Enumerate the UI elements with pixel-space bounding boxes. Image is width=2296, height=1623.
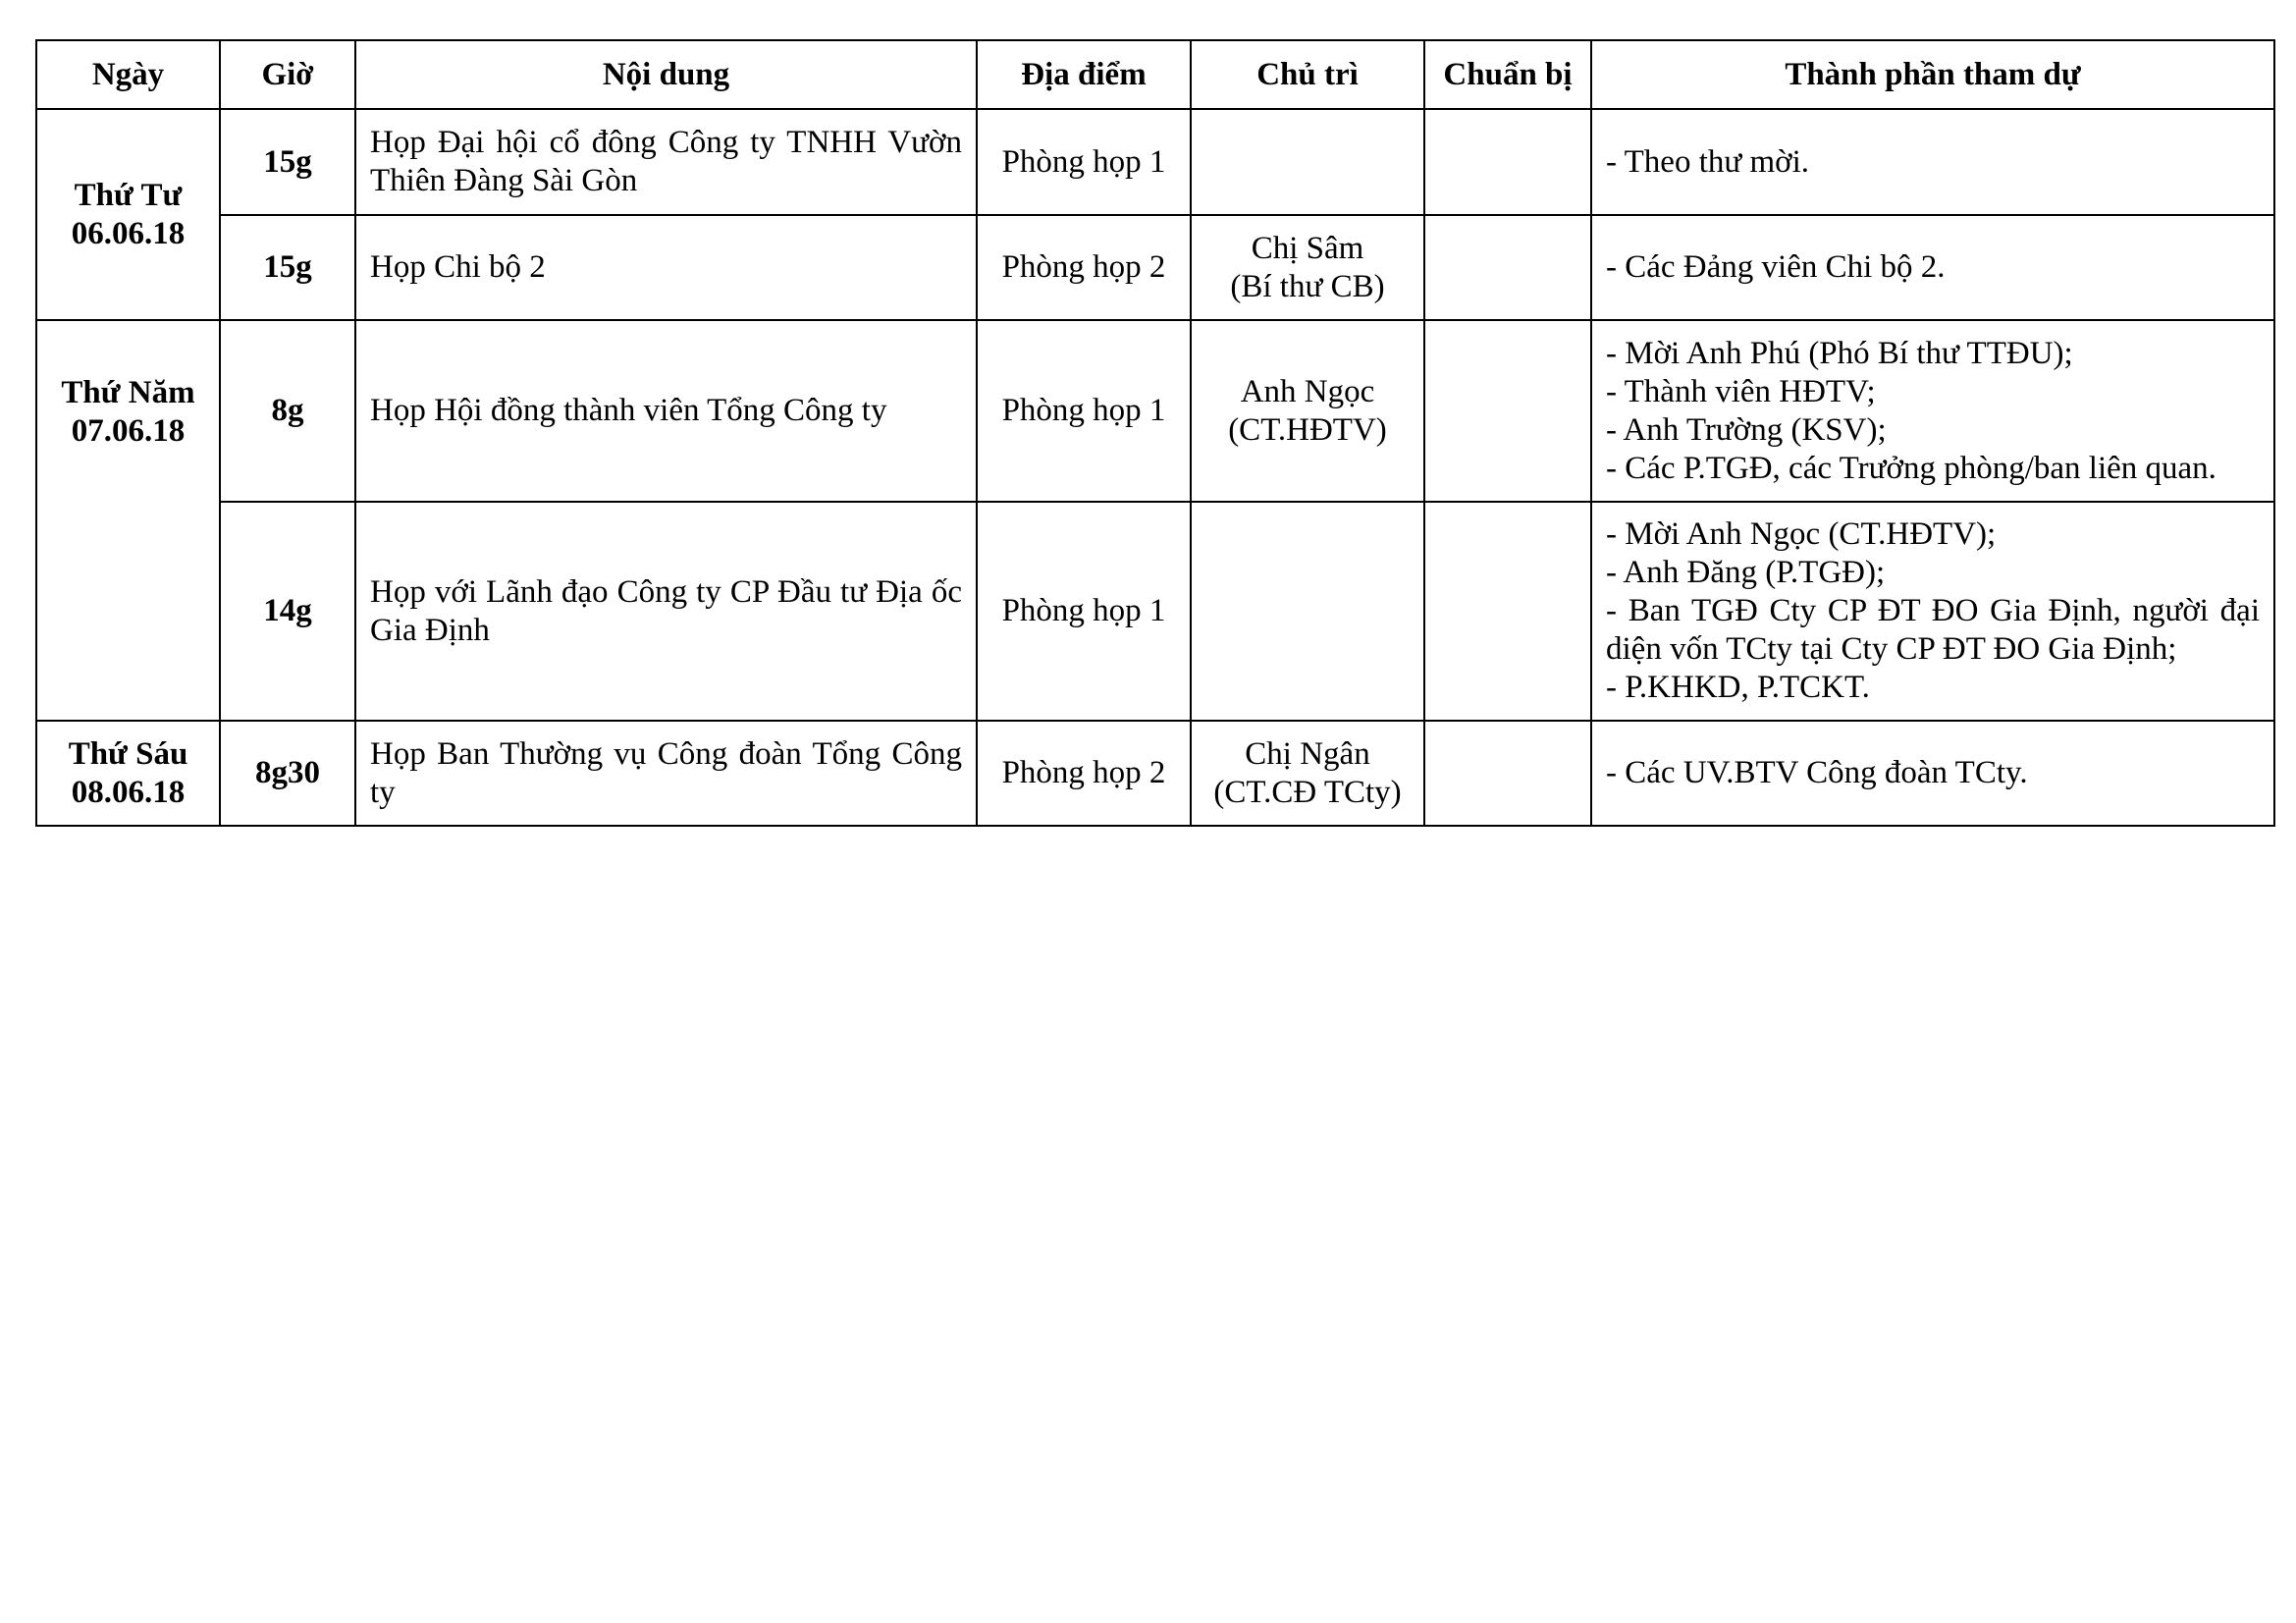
day-date: 08.06.18 [71, 774, 186, 810]
location-cell: Phòng họp 2 [977, 215, 1191, 320]
day-cell [36, 109, 220, 320]
chair-title: (CT.CĐ TCty) [1213, 774, 1402, 810]
prep-cell [1424, 721, 1591, 826]
table-row [36, 215, 2274, 320]
header-chuan-bi: Chuẩn bị [1424, 40, 1591, 109]
schedule-page [35, 39, 2273, 827]
time-cell: 8g [220, 320, 355, 502]
attendee-line: - Anh Đăng (P.TGĐ); [1606, 555, 1886, 590]
chair-name: Chị Sâm [1251, 230, 1364, 266]
header-dia-diem: Địa điểm [977, 40, 1191, 109]
day-date: 07.06.18 [71, 413, 186, 449]
location-cell: Phòng họp 2 [977, 721, 1191, 826]
day-cell [36, 721, 220, 826]
attendees-cell [1591, 109, 2274, 215]
attendee-line: - P.KHKD, P.TCKT. [1606, 670, 1870, 705]
attendee-line: - Các Đảng viên Chi bộ 2. [1606, 249, 1946, 285]
chair-name: Anh Ngọc [1240, 373, 1375, 409]
chair-title: (Bí thư CB) [1230, 268, 1385, 304]
attendees-cell [1591, 320, 2274, 502]
day-date: 06.06.18 [71, 215, 186, 251]
time-cell: 15g [220, 215, 355, 320]
day-name: Thứ Sáu [68, 735, 188, 772]
weekly-schedule-table [35, 39, 2275, 827]
header-thanh-phan: Thành phần tham dự [1591, 40, 2274, 109]
location-cell: Phòng họp 1 [977, 502, 1191, 721]
header-noi-dung: Nội dung [355, 40, 977, 109]
attendee-line: - Theo thư mời. [1606, 143, 1810, 180]
content-cell: Họp Đại hội cổ đông Công ty TNHH Vườn Thiên Đàng Sài Gòn [355, 109, 977, 215]
chair-cell [1191, 502, 1424, 721]
attendees-cell [1591, 721, 2274, 826]
time-cell: 15g [220, 109, 355, 215]
day-name: Thứ Tư [74, 177, 183, 213]
attendee-line: - Các UV.BTV Công đoàn TCty. [1606, 755, 2028, 790]
chair-cell [1191, 109, 1424, 215]
header-row [36, 40, 2274, 109]
prep-cell [1424, 502, 1591, 721]
chair-name: Chị Ngân [1245, 735, 1370, 772]
table-row [36, 721, 2274, 826]
day-cell [36, 320, 220, 721]
header-ngay: Ngày [36, 40, 220, 109]
attendees-cell [1591, 215, 2274, 320]
table-row [36, 109, 2274, 215]
header-gio: Giờ [220, 40, 355, 109]
attendee-line: - Anh Trường (KSV); [1606, 411, 1887, 448]
content-cell: Họp Hội đồng thành viên Tổng Công ty [355, 320, 977, 502]
attendee-line: - Mời Anh Phú (Phó Bí thư TTĐU); [1606, 335, 2073, 371]
attendee-line: - Các P.TGĐ, các Trưởng phòng/ban liên quan. [1606, 450, 2216, 486]
attendees-cell [1591, 502, 2274, 721]
content-cell: Họp Chi bộ 2 [355, 215, 977, 320]
day-name: Thứ Năm [61, 375, 195, 410]
chair-title: (CT.HĐTV) [1228, 411, 1387, 448]
attendee-line: - Mời Anh Ngọc (CT.HĐTV); [1606, 516, 1997, 552]
time-cell: 14g [220, 502, 355, 721]
table-row [36, 502, 2274, 721]
prep-cell [1424, 215, 1591, 320]
content-cell: Họp với Lãnh đạo Công ty CP Đầu tư Địa ốc Gia Định [355, 502, 977, 721]
time-cell: 8g30 [220, 721, 355, 826]
attendee-line: - Thành viên HĐTV; [1606, 373, 1876, 409]
table-row [36, 320, 2274, 502]
location-cell: Phòng họp 1 [977, 320, 1191, 502]
content-cell: Họp Ban Thường vụ Công đoàn Tổng Công ty [355, 721, 977, 826]
chair-cell [1191, 215, 1424, 320]
chair-cell [1191, 721, 1424, 826]
location-cell: Phòng họp 1 [977, 109, 1191, 215]
chair-cell [1191, 320, 1424, 502]
header-chu-tri: Chủ trì [1191, 40, 1424, 109]
prep-cell [1424, 109, 1591, 215]
attendee-line: - Ban TGĐ Cty CP ĐT ĐO Gia Định, người đại diện vốn TCty tại Cty CP ĐT ĐO Gia Định; [1606, 593, 2260, 667]
prep-cell [1424, 320, 1591, 502]
